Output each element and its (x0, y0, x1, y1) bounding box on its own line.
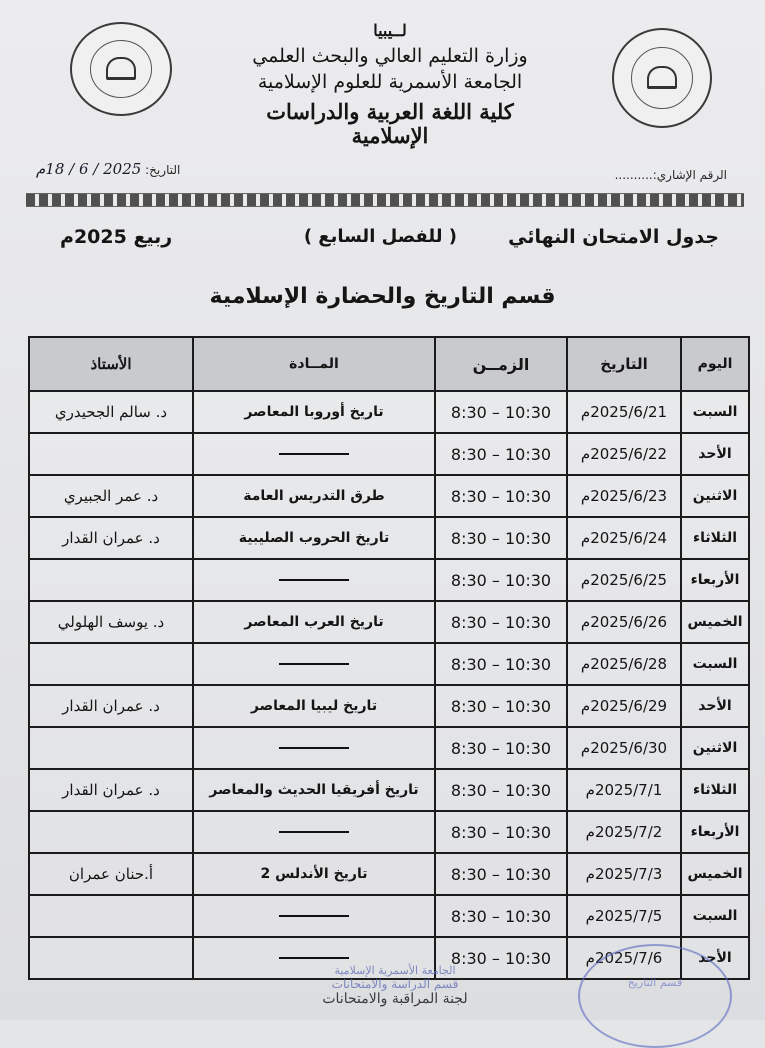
date-label: التاريخ: (145, 163, 181, 177)
cell-professor (29, 727, 193, 769)
cell-professor: د. سالم الجحيدري (29, 391, 193, 433)
header-professor: الأستاذ (29, 337, 193, 391)
table-row (29, 475, 749, 517)
cell-professor (29, 811, 193, 853)
cell-date: 2025/6/21م (567, 391, 681, 433)
cell-date: 2025/7/2م (567, 811, 681, 853)
cell-day: الخميس (681, 853, 749, 895)
cell-day: السبت (681, 391, 749, 433)
cell-date: 2025/6/26م (567, 601, 681, 643)
cell-date: 2025/7/1م (567, 769, 681, 811)
empty-dash (279, 915, 349, 917)
cell-date: 2025/6/22م (567, 433, 681, 475)
cell-day: الأحد (681, 433, 749, 475)
cell-professor: د. عمران القدار (29, 769, 193, 811)
ornamental-divider (26, 193, 744, 207)
cell-day: الثلاثاء (681, 769, 749, 811)
mosque-emblem-icon (90, 40, 153, 98)
cell-day: السبت (681, 643, 749, 685)
cell-subject (193, 895, 435, 937)
table-row (29, 559, 749, 601)
country-name: لــيبيا (373, 21, 407, 40)
table-row (29, 895, 749, 937)
cell-subject (193, 727, 435, 769)
table-row (29, 601, 749, 643)
empty-dash (279, 453, 349, 455)
cell-time: 8:30 – 10:30 (435, 853, 567, 895)
cell-time: 8:30 – 10:30 (435, 937, 567, 979)
header-time: الزمــن (435, 337, 567, 391)
cell-date: 2025/6/25م (567, 559, 681, 601)
cell-subject: تاريخ الأندلس 2 (193, 853, 435, 895)
ministry-name: وزارة التعليم العالي والبحث العلمي (252, 45, 528, 68)
stamp-section: قسم الدراسة والامتحانات (331, 977, 459, 991)
cell-time: 8:30 – 10:30 (435, 811, 567, 853)
cell-time: 8:30 – 10:30 (435, 475, 567, 517)
cell-date: 2025/7/3م (567, 853, 681, 895)
cell-subject (193, 811, 435, 853)
cell-time: 8:30 – 10:30 (435, 895, 567, 937)
cell-day: الاثنين (681, 475, 749, 517)
table-row (29, 433, 749, 475)
cell-time: 8:30 – 10:30 (435, 685, 567, 727)
cell-subject: تاريخ أفريقيا الحديث والمعاصر (193, 769, 435, 811)
cell-time: 8:30 – 10:30 (435, 391, 567, 433)
cell-professor (29, 433, 193, 475)
cell-professor (29, 643, 193, 685)
semester-label: ( للفصل السابع ) (303, 226, 457, 247)
cell-day: الخميس (681, 601, 749, 643)
document-date (36, 160, 180, 178)
cell-professor: د. عمر الجبيري (29, 475, 193, 517)
cell-time: 8:30 – 10:30 (435, 559, 567, 601)
college-logo (612, 28, 712, 128)
empty-dash (279, 957, 349, 959)
cell-subject: تاريخ الحروب الصليبية (193, 517, 435, 559)
cell-day: الأحد (681, 685, 749, 727)
cell-time: 8:30 – 10:30 (435, 643, 567, 685)
exam-title-row (60, 226, 719, 256)
cell-professor: د. عمران القدار (29, 685, 193, 727)
date-value: 2025 / 6 / 18م (36, 160, 142, 178)
header-subject: المــادة (193, 337, 435, 391)
header-date: التاريخ (567, 337, 681, 391)
cell-date: 2025/6/29م (567, 685, 681, 727)
empty-dash (279, 579, 349, 581)
cell-time: 8:30 – 10:30 (435, 601, 567, 643)
table-body (29, 391, 749, 979)
cell-date: 2025/7/5م (567, 895, 681, 937)
cell-subject: تاريخ أوروبا المعاصر (193, 391, 435, 433)
cell-day: الأربعاء (681, 811, 749, 853)
cell-date: 2025/7/6م (567, 937, 681, 979)
cell-professor (29, 937, 193, 979)
university-logo (70, 22, 172, 116)
table-row (29, 391, 749, 433)
cell-day: الأربعاء (681, 559, 749, 601)
table-row (29, 685, 749, 727)
stamp-university: الجامعة الأسمرية الإسلامية (334, 964, 456, 977)
department-title: قسم التاريخ والحضارة الإسلامية (209, 284, 556, 309)
cell-professor (29, 895, 193, 937)
table-row (29, 643, 749, 685)
empty-dash (279, 831, 349, 833)
header-day: اليوم (681, 337, 749, 391)
cell-subject: طرق التدريس العامة (193, 475, 435, 517)
table-row (29, 853, 749, 895)
university-name: الجامعة الأسمرية للعلوم الإسلامية (257, 71, 523, 94)
cell-date: 2025/6/23م (567, 475, 681, 517)
cell-subject: تاريخ العرب المعاصر (193, 601, 435, 643)
cell-day: الاثنين (681, 727, 749, 769)
table-row (29, 769, 749, 811)
cell-time: 8:30 – 10:30 (435, 727, 567, 769)
college-emblem-icon (631, 47, 693, 109)
cell-day: الأحد (681, 937, 749, 979)
department-stamp-text: قسم التاريخ (627, 976, 683, 989)
exam-schedule-table (28, 336, 750, 980)
cell-time: 8:30 – 10:30 (435, 517, 567, 559)
committee-stamp (280, 964, 510, 1007)
table-row (29, 517, 749, 559)
cell-date: 2025/6/24م (567, 517, 681, 559)
table-row (29, 727, 749, 769)
cell-subject (193, 433, 435, 475)
committee-name: لجنة المراقبة والامتحانات (322, 991, 468, 1007)
cell-subject (193, 643, 435, 685)
cell-subject: تاريخ ليبيا المعاصر (193, 685, 435, 727)
table-row (29, 811, 749, 853)
cell-day: السبت (681, 895, 749, 937)
cell-date: 2025/6/28م (567, 643, 681, 685)
cell-date: 2025/6/30م (567, 727, 681, 769)
letterhead (230, 22, 550, 148)
cell-professor (29, 559, 193, 601)
reference-number: الرقم الإشاري:.......... (614, 168, 727, 182)
college-name: كلية اللغة العربية والدراسات الإسلامية (266, 99, 514, 149)
empty-dash (279, 747, 349, 749)
cell-time: 8:30 – 10:30 (435, 769, 567, 811)
cell-subject (193, 559, 435, 601)
cell-professor: د. عمران القدار (29, 517, 193, 559)
cell-professor: د. يوسف الهلولي (29, 601, 193, 643)
cell-day: الثلاثاء (681, 517, 749, 559)
cell-professor: أ.حنان عمران (29, 853, 193, 895)
table-header-row (29, 337, 749, 391)
term-label: ربيع 2025م (60, 226, 173, 248)
cell-time: 8:30 – 10:30 (435, 433, 567, 475)
schedule-title: جدول الامتحان النهائي (508, 226, 719, 248)
department-stamp (578, 944, 732, 1048)
empty-dash (279, 663, 349, 665)
